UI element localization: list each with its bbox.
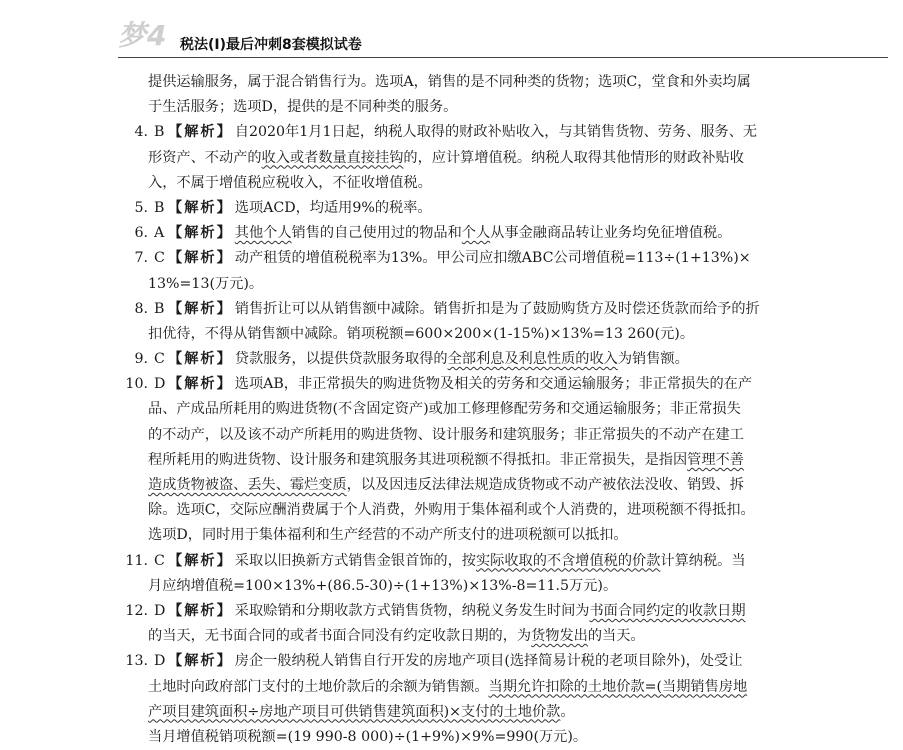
answer-line bbox=[120, 347, 880, 372]
answer-line bbox=[120, 372, 880, 397]
continuation-line bbox=[120, 675, 880, 700]
question-number: 10. bbox=[125, 376, 148, 393]
text-run: 采取以旧换新方式销售金银首饰的，按 bbox=[234, 552, 476, 569]
text-run: 13%=13(万元)。 bbox=[148, 275, 264, 292]
explanation-text: 销售折让可以从销售额中减除。销售折扣是为了鼓励购货方及时偿还货款而给予的折 bbox=[234, 300, 760, 317]
continuation-line bbox=[120, 473, 880, 498]
answer-item bbox=[120, 372, 880, 548]
underlined-text: 书面合同约定的收款日期 bbox=[589, 602, 746, 619]
answer-item bbox=[120, 246, 880, 296]
analysis-tag: 【解析】 bbox=[168, 124, 233, 141]
continuation-line bbox=[120, 523, 880, 548]
underlined-text: 管理不善 bbox=[687, 451, 744, 468]
text-run: 从事金融商品转让业务均免征增值税。 bbox=[490, 225, 732, 242]
answer-item bbox=[120, 297, 880, 347]
underlined-text: 当期允许扣除的土地价款=(当期销售房地 bbox=[488, 678, 748, 695]
text-run: 的，应计算增值税。纳税人取得其他情形的财政补贴收 bbox=[403, 149, 744, 166]
explanation-text: 选项AB，非正常损失的购进货物及相关的劳务和交通运输服务；非正常损失的在产 bbox=[234, 376, 753, 393]
text-run: 选项D，同时用于集体福利和生产经营的不动产所支付的进项税额可以抵扣。 bbox=[148, 527, 628, 544]
continuation-line bbox=[120, 171, 880, 196]
analysis-tag: 【解析】 bbox=[168, 225, 233, 242]
answer-line bbox=[120, 120, 880, 145]
analysis-tag: 【解析】 bbox=[168, 653, 233, 670]
continuation-line bbox=[120, 423, 880, 448]
answer-item bbox=[120, 120, 880, 196]
continuation-line bbox=[120, 624, 880, 649]
text-run: 品、产成品所耗用的购进货物(不含固定资产)或加工修理修配劳务和交通运输服务；非正常损失 bbox=[148, 401, 741, 418]
underlined-text: 产项目建筑面积÷房地产项目可供销售建筑面积)×支付的土地价款 bbox=[148, 703, 561, 720]
explanation-text: 自2020年1月1日起，纳税人取得的财政补贴收入，与其销售货物、劳务、服务、无 bbox=[234, 124, 758, 141]
answer-line bbox=[120, 246, 880, 271]
continuation-line bbox=[120, 498, 880, 523]
text-run: ，以及因违反法律法规造成货物或不动产被依法没收、销毁、拆 bbox=[346, 477, 744, 493]
continuation-line bbox=[120, 397, 880, 422]
analysis-tag: 【解析】 bbox=[168, 351, 233, 368]
text-run: 土地时向政府部门支付的土地价款后的余额为销售额。 bbox=[148, 678, 489, 695]
question-number: 8. bbox=[134, 300, 148, 317]
analysis-tag: 【解析】 bbox=[168, 552, 233, 569]
answer-line bbox=[120, 649, 880, 674]
text-run: 月应纳增值税=100×13%+(86.5-30)÷(1+13%)×13%-8=11.5万元)。 bbox=[148, 577, 618, 594]
analysis-tag: 【解析】 bbox=[168, 250, 233, 267]
continuation-line bbox=[120, 725, 880, 750]
text-run: 除。选项C，交际应酬消费属于个人消费，外购用于集体福利或个人消费的，进项税额不得抵扣。 bbox=[148, 502, 755, 519]
answer-line bbox=[120, 297, 880, 322]
answer-line bbox=[120, 221, 880, 246]
text-run: 入，不属于增值税应税收入，不征收增值税。 bbox=[148, 174, 432, 191]
answer-item bbox=[120, 221, 880, 246]
analysis-tag: 【解析】 bbox=[168, 199, 233, 216]
explanation-text: 房企一般纳税人销售自行开发的房地产项目(选择简易计税的老项目除外)，处受让 bbox=[234, 653, 743, 670]
continuation-line bbox=[120, 574, 880, 599]
continuation-line bbox=[120, 322, 880, 347]
answer-choice: B bbox=[154, 124, 165, 141]
continuation-line bbox=[120, 700, 880, 725]
analysis-tag: 【解析】 bbox=[168, 376, 233, 393]
text-run: 形资产、不动产的 bbox=[148, 149, 262, 166]
text-run: 为销售额。 bbox=[617, 351, 689, 368]
answer-item bbox=[120, 649, 880, 750]
text-run: 贷款服务，以提供贷款服务取得的 bbox=[234, 351, 448, 368]
answer-explanations bbox=[120, 70, 880, 750]
answer-choice: B bbox=[154, 300, 165, 317]
answer-choice: C bbox=[154, 351, 165, 368]
underlined-text: 货物发出 bbox=[531, 628, 588, 645]
text-run: 的当天。 bbox=[587, 628, 645, 645]
question-number: 4. bbox=[134, 124, 148, 141]
text-run: 销售的自己使用过的物品和 bbox=[291, 225, 462, 242]
header-rule bbox=[118, 57, 888, 58]
answer-choice: D bbox=[154, 653, 166, 670]
continuation-line bbox=[120, 146, 880, 171]
text-run: 的当天，无书面合同的或者书面合同没有约定收款日期的，为 bbox=[148, 628, 532, 645]
answer-choice: B bbox=[154, 199, 165, 216]
answer-item bbox=[120, 549, 880, 599]
underlined-text: 其他个人 bbox=[234, 225, 292, 242]
explanation-text: 选项ACD，均适用9%的税率。 bbox=[234, 199, 432, 216]
answer-item bbox=[120, 196, 880, 221]
analysis-tag: 【解析】 bbox=[168, 300, 233, 317]
answer-line bbox=[120, 196, 880, 221]
underlined-text: 全部利息及利息性质的收入 bbox=[447, 351, 618, 368]
answer-choice: D bbox=[154, 376, 166, 393]
question-number: 11. bbox=[125, 552, 148, 569]
book-title: 税法(Ⅰ)最后冲刺8套模拟试卷 bbox=[180, 37, 362, 53]
underlined-text: 个人 bbox=[461, 225, 491, 242]
text-run: 扣优待，不得从销售额中减除。销项税额=600×200×(1-15%)×13%=13 260(元)。 bbox=[148, 325, 695, 342]
explanation-text: 动产租赁的增值税税率为13%。甲公司应扣缴ABC公司增值税=113÷(1+13%)× bbox=[234, 250, 751, 267]
text-run: 当月增值税销项税额=(19 990-8 000)÷(1+9%)×9%=990(万元)。 bbox=[148, 728, 588, 745]
continuation-line: 于生活服务；选项D，提供的是不同种类的服务。 bbox=[148, 99, 458, 116]
text-run: 。 bbox=[560, 703, 575, 720]
text-run: 计算纳税。当 bbox=[660, 552, 746, 569]
page-header bbox=[118, 14, 888, 54]
question-number: 5. bbox=[134, 199, 148, 216]
continuation-line: 提供运输服务，属于混合销售行为。选项A，销售的是不同种类的货物；选项C，堂食和外卖均属 bbox=[148, 74, 751, 90]
answer-choice: D bbox=[154, 602, 166, 619]
answer-choice: A bbox=[154, 225, 165, 242]
answer-item bbox=[120, 599, 880, 649]
underlined-text: 实际收取的不含增值税的价款 bbox=[475, 552, 661, 569]
analysis-tag: 【解析】 bbox=[168, 602, 233, 619]
underlined-text: 造成货物被盗、丢失、霉烂变质 bbox=[148, 477, 347, 493]
answer-line bbox=[120, 549, 880, 574]
series-logo: 梦4 bbox=[118, 19, 168, 52]
question-number: 9. bbox=[134, 351, 148, 368]
continuation-line bbox=[120, 448, 880, 473]
text-run: 程所耗用的购进货物、设计服务和建筑服务其进项税额不得抵扣。非正常损失，是指因 bbox=[148, 451, 688, 468]
text-run: 采取赊销和分期收款方式销售货物，纳税义务发生时间为 bbox=[234, 602, 590, 619]
question-number: 7. bbox=[134, 250, 148, 267]
answer-choice: C bbox=[154, 552, 165, 569]
question-number: 12. bbox=[125, 602, 148, 619]
question-number: 13. bbox=[125, 653, 148, 670]
answer-item bbox=[120, 347, 880, 372]
underlined-text: 收入或者数量直接挂钩 bbox=[261, 149, 404, 166]
continuation-line bbox=[120, 272, 880, 297]
answer-line bbox=[120, 599, 880, 624]
text-run: 的不动产，以及该不动产所耗用的购进货物、设计服务和建筑服务；非正常损失的不动产在建工 bbox=[148, 426, 744, 443]
answer-choice: C bbox=[154, 250, 165, 267]
question-number: 6. bbox=[134, 225, 148, 242]
